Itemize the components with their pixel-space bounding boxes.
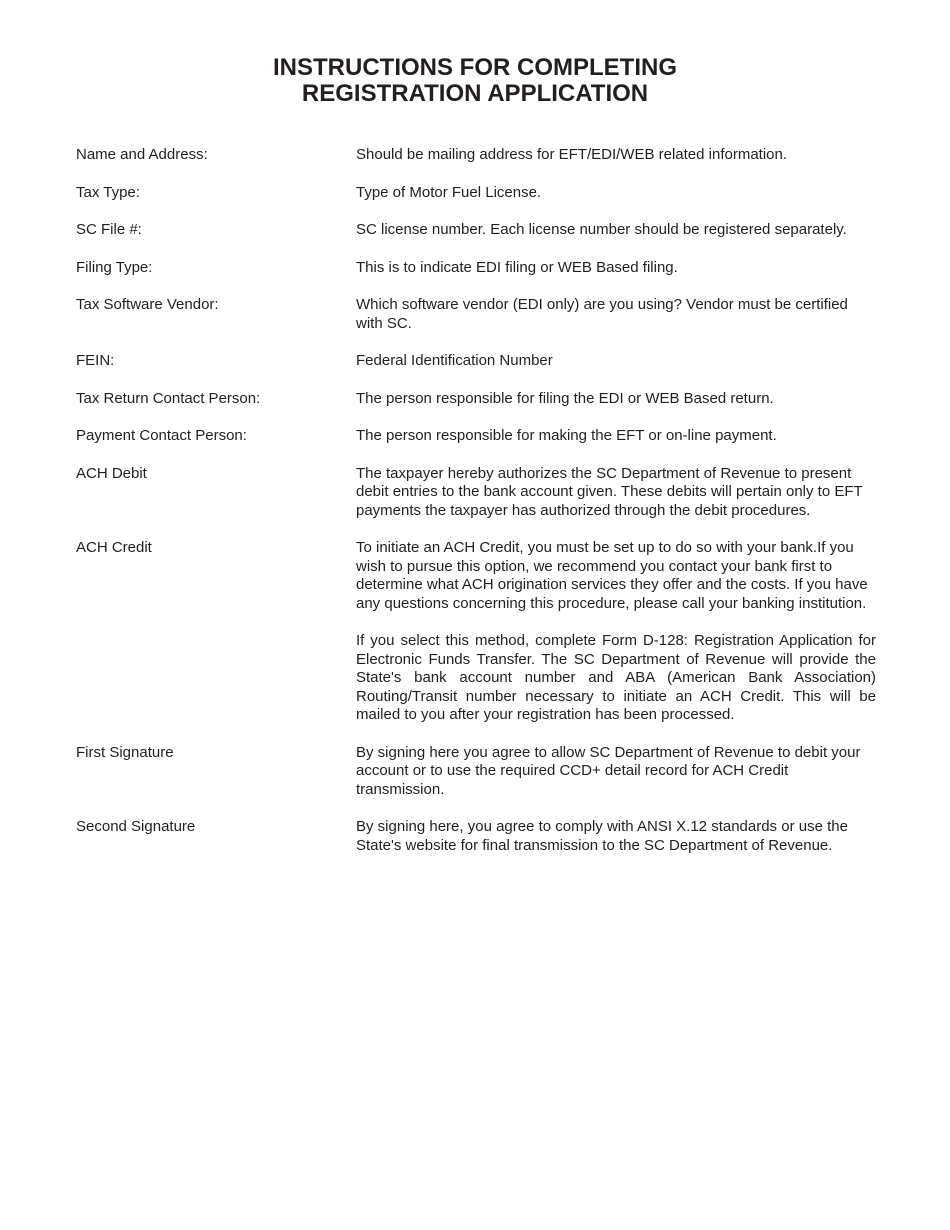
term-label: FEIN:: [76, 352, 115, 369]
term-label: Tax Software Vendor:: [76, 296, 219, 313]
term-description: The person responsible for making the EFT or on-line payment.: [356, 427, 777, 444]
page-title: [0, 55, 950, 107]
term-label: Tax Type:: [76, 183, 140, 201]
row-ach-credit: [76, 539, 876, 613]
term-description: Which software vendor (EDI only) are you using? Vendor must be certified with SC.: [356, 296, 848, 332]
row-filing-type: [76, 259, 876, 278]
row-fein: [76, 352, 876, 371]
term-description: SC license number. Each license number should be registered separately.: [356, 221, 847, 238]
row-payment-contact: [76, 427, 876, 446]
row-first-signature: [76, 744, 876, 800]
term-label: ACH Debit: [76, 464, 147, 482]
term-label: Second Signature: [76, 818, 196, 835]
row-sc-file: [76, 221, 876, 240]
row-name-and-address: [76, 146, 876, 165]
row-tax-type: [76, 184, 876, 203]
term-label: [76, 632, 356, 725]
term-description: Federal Identification Number: [356, 352, 553, 369]
term-description: Type of Motor Fuel License.: [356, 183, 542, 201]
term-label: ACH Credit: [76, 539, 152, 556]
term-description: Should be mailing address for EFT/EDI/WEB related information.: [356, 146, 788, 163]
term-description: To initiate an ACH Credit, you must be set up to do so with your bank.If you wish to pursue this option, we recommend you contact your bank first to determine what ACH origination services they offer and the costs. If you have any questions concerning this procedure, please call your banking institution.: [356, 539, 868, 612]
row-ach-credit-continued: [76, 632, 876, 725]
title-line-2: REGISTRATION APPLICATION: [301, 80, 649, 107]
title-line-1: INSTRUCTIONS FOR COMPLETING: [273, 54, 677, 81]
term-description: This is to indicate EDI filing or WEB Based filing.: [356, 258, 678, 276]
term-label: Tax Return Contact Person:: [76, 389, 261, 407]
term-label: SC File #:: [76, 221, 142, 238]
term-description: The person responsible for filing the EDI or WEB Based return.: [356, 389, 774, 407]
term-description: The taxpayer hereby authorizes the SC Department of Revenue to present debit entries to the bank account given. These debits will pertain only to EFT payments the taxpayer has authorized through the debit procedures.: [356, 464, 863, 519]
term-label: First Signature: [76, 743, 174, 761]
row-tax-software-vendor: [76, 296, 876, 333]
term-description: If you select this method, complete Form D-128: Registration Application for Electronic Funds Transfer. The SC Department of Revenue will provide the State's bank account number and ABA (American Bank Association) Routing/Transit number necessary to initiate an ACH Credit. This will be mailed to you after your registration has been processed.: [356, 632, 876, 723]
term-description: By signing here you agree to allow SC Department of Revenue to debit your account or to use the required CCD+ detail record for ACH Credit transmission.: [356, 743, 861, 798]
row-ach-debit: [76, 465, 876, 521]
row-second-signature: [76, 818, 876, 855]
term-label: Name and Address:: [76, 146, 208, 163]
term-label: Payment Contact Person:: [76, 427, 247, 444]
row-tax-return-contact: [76, 390, 876, 409]
term-description: By signing here, you agree to comply with ANSI X.12 standards or use the State's website for final transmission to the SC Department of Revenue.: [356, 818, 848, 854]
instructions-list: [76, 146, 876, 874]
term-label: Filing Type:: [76, 258, 153, 276]
